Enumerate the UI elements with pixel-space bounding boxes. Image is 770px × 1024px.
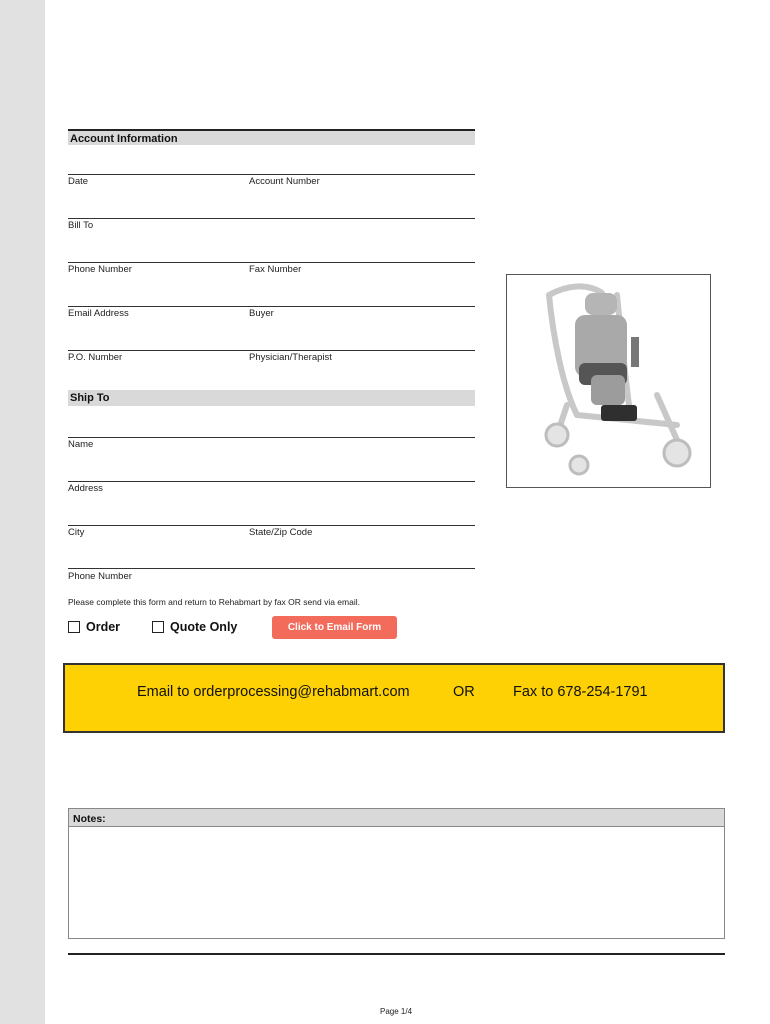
phone-number-label: Phone Number — [68, 264, 132, 275]
ship-name-label: Name — [68, 439, 94, 450]
address-line — [68, 481, 475, 482]
ship-state-zip-label: State/Zip Code — [249, 527, 313, 538]
fax-number-label: Fax Number — [249, 264, 302, 275]
left-margin-bar — [0, 0, 45, 1024]
bill-to-line — [68, 218, 475, 219]
account-information-header: Account Information — [68, 129, 475, 145]
email-row-line — [68, 306, 475, 307]
page-number: Page 1/4 — [380, 1007, 413, 1016]
date-label: Date — [68, 176, 89, 187]
ship-address-label: Address — [68, 483, 103, 494]
email-address-label: Email Address — [68, 308, 129, 319]
account-number-label: Account Number — [249, 176, 320, 187]
notes-title: Notes: — [69, 809, 724, 827]
name-line — [68, 437, 475, 438]
bill-to-label: Bill To — [68, 220, 94, 231]
quote-checkbox-box[interactable] — [152, 621, 164, 633]
order-checkbox-box[interactable] — [68, 621, 80, 633]
quote-only-label: Quote Only — [170, 620, 238, 634]
ship-city-label: City — [68, 527, 85, 538]
product-photo — [506, 274, 711, 488]
date-row-line — [68, 174, 475, 175]
footer-divider — [68, 953, 725, 955]
ship-phone-line — [68, 568, 475, 569]
or-separator: OR — [453, 684, 475, 700]
po-number-label: P.O. Number — [68, 352, 123, 363]
fax-instruction: Fax to 678-254-1791 — [513, 684, 648, 700]
ship-to-header: Ship To — [68, 390, 475, 406]
notes-box[interactable] — [68, 808, 725, 939]
stroller-illustration — [507, 275, 710, 487]
contact-banner — [63, 663, 725, 733]
order-checkbox[interactable] — [68, 620, 120, 634]
instruction-text: Please complete this form and return to Rehabmart by fax OR send via email. — [68, 597, 360, 607]
email-instruction[interactable]: Email to orderprocessing@rehabmart.com — [137, 684, 410, 700]
po-row-line — [68, 350, 475, 351]
order-label: Order — [86, 620, 121, 634]
quote-only-checkbox[interactable] — [152, 620, 237, 634]
buyer-label: Buyer — [249, 308, 274, 319]
phone-row-line — [68, 262, 475, 263]
ship-phone-label: Phone Number — [68, 571, 132, 582]
email-form-button[interactable]: Click to Email Form — [272, 616, 397, 639]
city-row-line — [68, 525, 475, 526]
physician-therapist-label: Physician/Therapist — [249, 352, 332, 363]
